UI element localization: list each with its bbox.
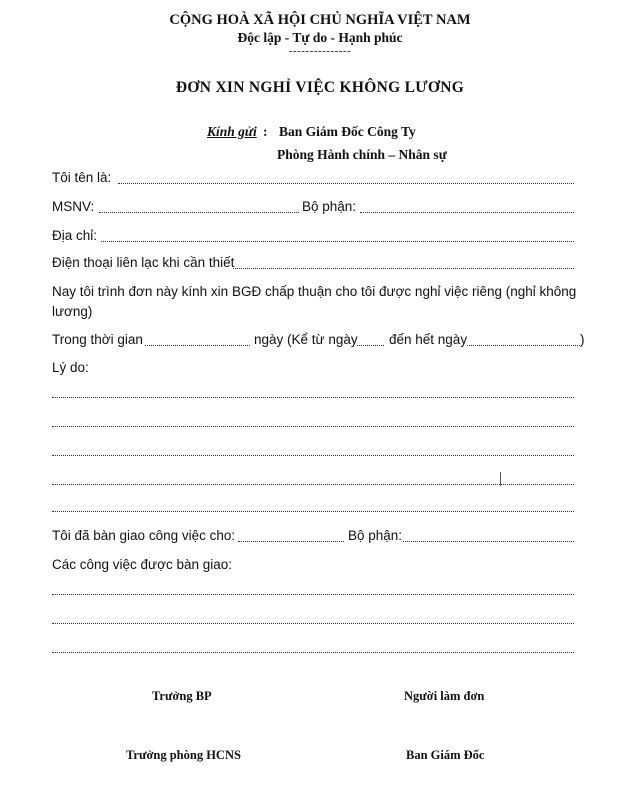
reason-line-2[interactable] <box>52 426 574 427</box>
employee-id-field[interactable] <box>99 212 299 213</box>
handover-tasks-line-2[interactable] <box>52 623 574 624</box>
period-label: Trong thời gian <box>52 332 143 347</box>
reason-line-3[interactable] <box>52 455 574 456</box>
handover-tasks-label: Các công việc được bàn giao: <box>52 557 232 572</box>
reason-line-1[interactable] <box>52 397 574 398</box>
handover-label: Tôi đã bàn giao công việc cho: <box>52 528 236 543</box>
handover-department-label: Bộ phận: <box>348 528 403 543</box>
national-motto: Độc lập - Tự do - Hạnh phúc <box>237 30 403 45</box>
handover-department-field[interactable] <box>403 541 574 542</box>
addressee-colon: : <box>263 124 268 139</box>
period-to-label: đến hết ngày <box>389 332 468 347</box>
addressee-label: Kính gửi <box>207 124 257 139</box>
period-days-field[interactable] <box>145 345 250 346</box>
period-days-label: ngày (Kể từ ngày <box>254 332 358 347</box>
department-field[interactable] <box>360 212 574 213</box>
recipient-board: Ban Giám Đốc Công Ty <box>279 124 416 139</box>
handover-tasks-line-1[interactable] <box>52 594 574 595</box>
text-cursor <box>500 472 501 486</box>
address-field[interactable] <box>101 241 574 242</box>
reason-label: Lý do: <box>52 360 89 375</box>
request-text-line-2: lương) <box>52 304 93 319</box>
address-label: Địa chỉ: <box>52 228 98 243</box>
department-label: Bộ phận: <box>302 199 357 214</box>
name-label: Tôi tên là: <box>52 170 112 185</box>
reason-line-4[interactable] <box>52 484 574 485</box>
signature-dept-head: Trưởng BP <box>152 689 212 703</box>
signature-hr-head: Trưởng phòng HCNS <box>126 748 241 762</box>
national-title: CỘNG HOÀ XÃ HỘI CHỦ NGHĨA VIỆT NAM <box>169 12 471 28</box>
document-title: ĐƠN XIN NGHỈ VIỆC KHÔNG LƯƠNG <box>175 79 465 96</box>
request-text-line-1: Nay tôi trình đơn này kính xin BGĐ chấp thuận cho tôi được nghỉ việc riêng (nghỉ không <box>52 284 577 299</box>
handover-tasks-line-3[interactable] <box>52 652 574 653</box>
recipient-hr: Phòng Hành chính – Nhân sự <box>277 147 447 162</box>
period-end-field[interactable] <box>467 345 580 346</box>
signature-applicant: Người làm đơn <box>404 689 485 703</box>
phone-label: Điện thoại liên lạc khi cần thiết <box>52 255 235 270</box>
name-field[interactable] <box>118 183 574 184</box>
handover-person-field[interactable] <box>238 541 344 542</box>
period-close: ) <box>580 332 585 347</box>
employee-id-label: MSNV: <box>52 199 95 214</box>
phone-field[interactable] <box>233 268 574 269</box>
header-divider: --------------- <box>288 45 352 57</box>
reason-line-5[interactable] <box>52 511 574 512</box>
period-start-field[interactable] <box>357 345 384 346</box>
signature-board: Ban Giám Đốc <box>406 748 485 762</box>
